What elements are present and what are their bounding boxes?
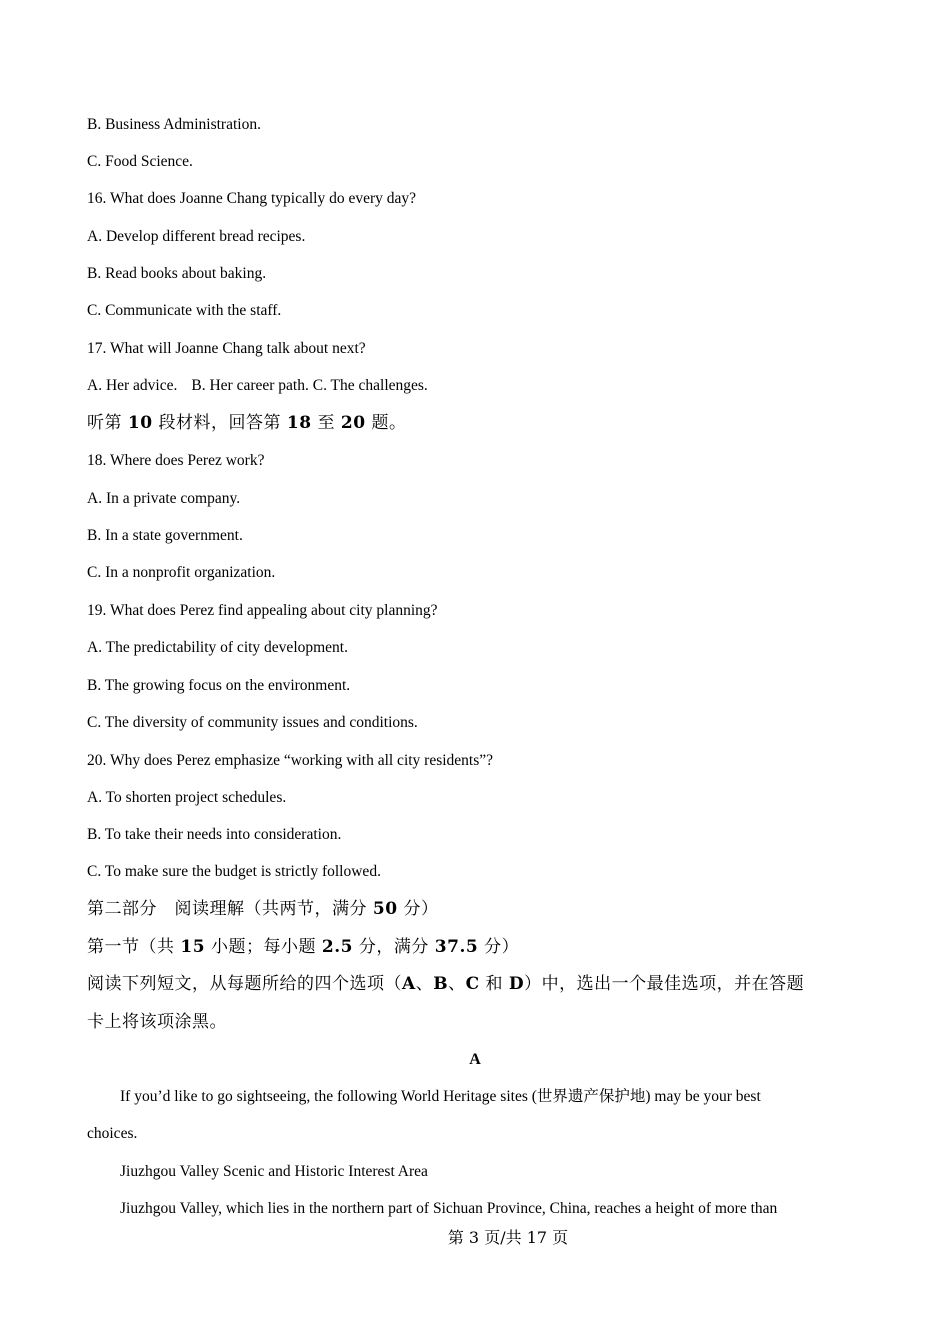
option-16b: B. Read books about baking. [87,265,267,282]
section-one-heading: 第一节（共 15 小题；每小题 2.5 分，满分 37.5 分） [87,937,520,957]
option-15c: C. Food Science. [87,153,193,170]
option-20b: B. To take their needs into consideration. [87,826,342,843]
option-20a: A. To shorten project schedules. [87,789,287,806]
page-footer: 第 3 页/共 17 页 [447,1228,569,1247]
question-18: 18. Where does Perez work? [87,452,265,469]
question-19: 19. What does Perez find appealing about city planning? [87,602,438,619]
option-17a: A. Her advice. [87,377,178,394]
option-19b: B. The growing focus on the environment. [87,677,351,694]
site-description: Jiuzhgou Valley, which lies in the northern part of Sichuan Province, China, reaches a height of more than [120,1200,778,1217]
reading-instruction-line1: 阅读下列短文，从每题所给的四个选项（A、B、C 和 D）中，选出一个最佳选项，并在答题 [87,974,805,994]
option-16a: A. Develop different bread recipes. [87,228,306,245]
option-16c: C. Communicate with the staff. [87,302,282,319]
option-19c: C. The diversity of community issues and conditions. [87,714,418,731]
question-16: 16. What does Joanne Chang typically do every day? [87,190,416,207]
part-two-heading: 第二部分 阅读理解（共两节，满分 50 分） [87,899,439,919]
option-17b: B. Her career path. [191,377,309,394]
options-17 [87,375,428,397]
option-17c: C. The challenges. [312,377,428,394]
reading-instruction-line2: 卡上将该项涂黑。 [87,1012,227,1032]
option-20c: C. To make sure the budget is strictly followed. [87,863,381,880]
passage-heading: A [469,1051,481,1068]
option-18c: C. In a nonprofit organization. [87,564,276,581]
site-title: Jiuzhgou Valley Scenic and Historic Interest Area [120,1163,428,1180]
question-20: 20. Why does Perez emphasize “working with all city residents”? [87,752,494,769]
passage-intro-line2: choices. [87,1125,138,1142]
option-19a: A. The predictability of city development. [87,639,348,656]
question-17: 17. What will Joanne Chang talk about next? [87,340,366,357]
option-15b: B. Business Administration. [87,116,261,133]
section-10-instruction: 听第 10 段材料，回答第 18 至 20 题。 [87,413,407,433]
passage-intro-line1: If you’d like to go sightseeing, the following World Heritage sites (世界遗产保护地) may be your best [120,1088,761,1105]
option-18b: B. In a state government. [87,527,243,544]
option-18a: A. In a private company. [87,490,241,507]
